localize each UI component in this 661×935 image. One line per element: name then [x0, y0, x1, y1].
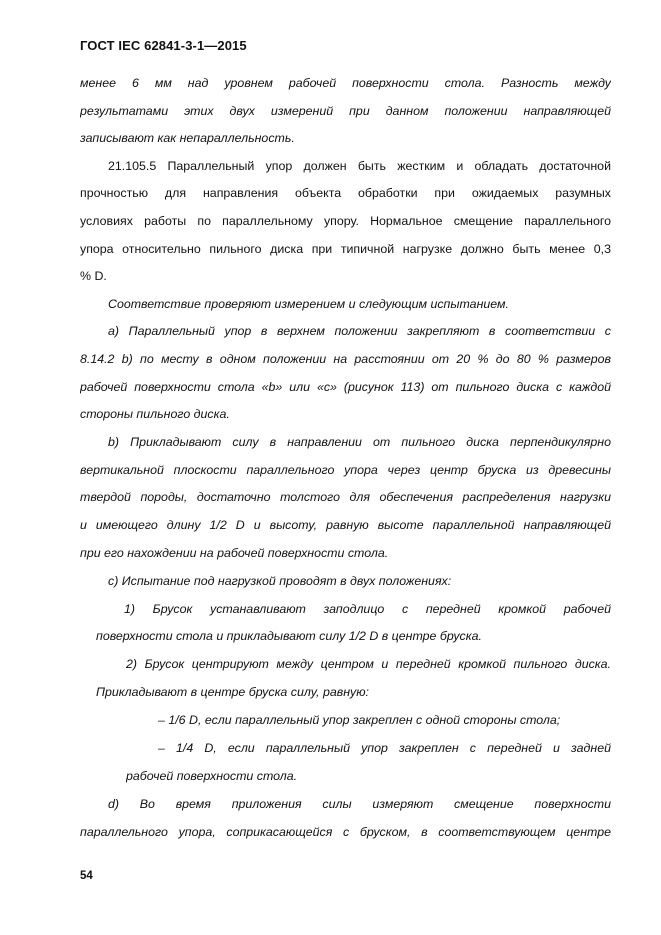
- text-line: Соответствие проверяют измерением и следующим испытанием.: [108, 297, 509, 311]
- page-number: 54: [80, 870, 93, 882]
- text-line: Прикладывают в центре бруска силу, равную:: [96, 685, 369, 699]
- text-line: – 1/4 D, если параллельный упор закреплен с передней и задней: [158, 741, 611, 755]
- text-line: с) Испытание под нагрузкой проводят в двух положениях:: [108, 574, 452, 588]
- text-line: менее 6 мм над уровнем рабочей поверхности стола. Разность между: [80, 76, 611, 90]
- text-line: вертикальной плоскости параллельного упора через центр бруска из древесины: [80, 463, 611, 477]
- text-line: 21.105.5 Параллельный упор должен быть жестким и обладать достаточной: [108, 159, 611, 173]
- text-line: 2) Брусок центрируют между центром и передней кромкой пильного диска.: [126, 657, 611, 671]
- text-line: % D.: [80, 269, 107, 283]
- text-line: параллельного упора, соприкасающейся с бруском, в соответствующем центре: [80, 825, 611, 839]
- text-line: 8.14.2 b) по месту в одном положении на расстоянии от 20 % до 80 % размеров: [80, 352, 611, 366]
- text-line: записывают как непараллельность.: [80, 131, 295, 145]
- document-header: ГОСТ IEC 62841-3-1—2015: [80, 38, 247, 53]
- text-line: рабочей поверхности стола «b» или «с» (рисунок 113) от пильного диска с каждой: [80, 380, 611, 394]
- text-line: результатами этих двух измерений при данном положении направляющей: [80, 104, 611, 118]
- text-line: рабочей поверхности стола.: [126, 769, 298, 783]
- text-line: поверхности стола и прикладывают силу 1/2 D в центре бруска.: [96, 629, 482, 643]
- text-line: – 1/6 D, если параллельный упор закреплен с одной стороны стола;: [158, 713, 561, 727]
- text-line: твердой породы, достаточно толстого для обеспечения распределения нагрузки: [80, 490, 611, 504]
- text-line: 1) Брусок устанавливают заподлицо с передней кромкой рабочей: [124, 602, 611, 616]
- text-line: стороны пильного диска.: [80, 407, 230, 421]
- text-line: и имеющего длину 1/2 D и высоту, равную высоте параллельной направляющей: [80, 518, 611, 532]
- text-line: а) Параллельный упор в верхнем положении закрепляют в соответствии с: [108, 324, 611, 338]
- text-line: b) Прикладывают силу в направлении от пильного диска перпендикулярно: [108, 435, 611, 449]
- text-line: d) Во время приложения силы измеряют смещение поверхности: [108, 797, 611, 811]
- text-line: прочностью для направления объекта обработки при ожидаемых разумных: [80, 186, 611, 200]
- text-line: упора относительно пильного диска при типичной нагрузке должно быть менее 0,3: [80, 242, 611, 256]
- text-line: при его нахождении на рабочей поверхности стола.: [80, 546, 389, 560]
- text-line: условиях работы по параллельному упору. Нормальное смещение параллельного: [80, 214, 611, 228]
